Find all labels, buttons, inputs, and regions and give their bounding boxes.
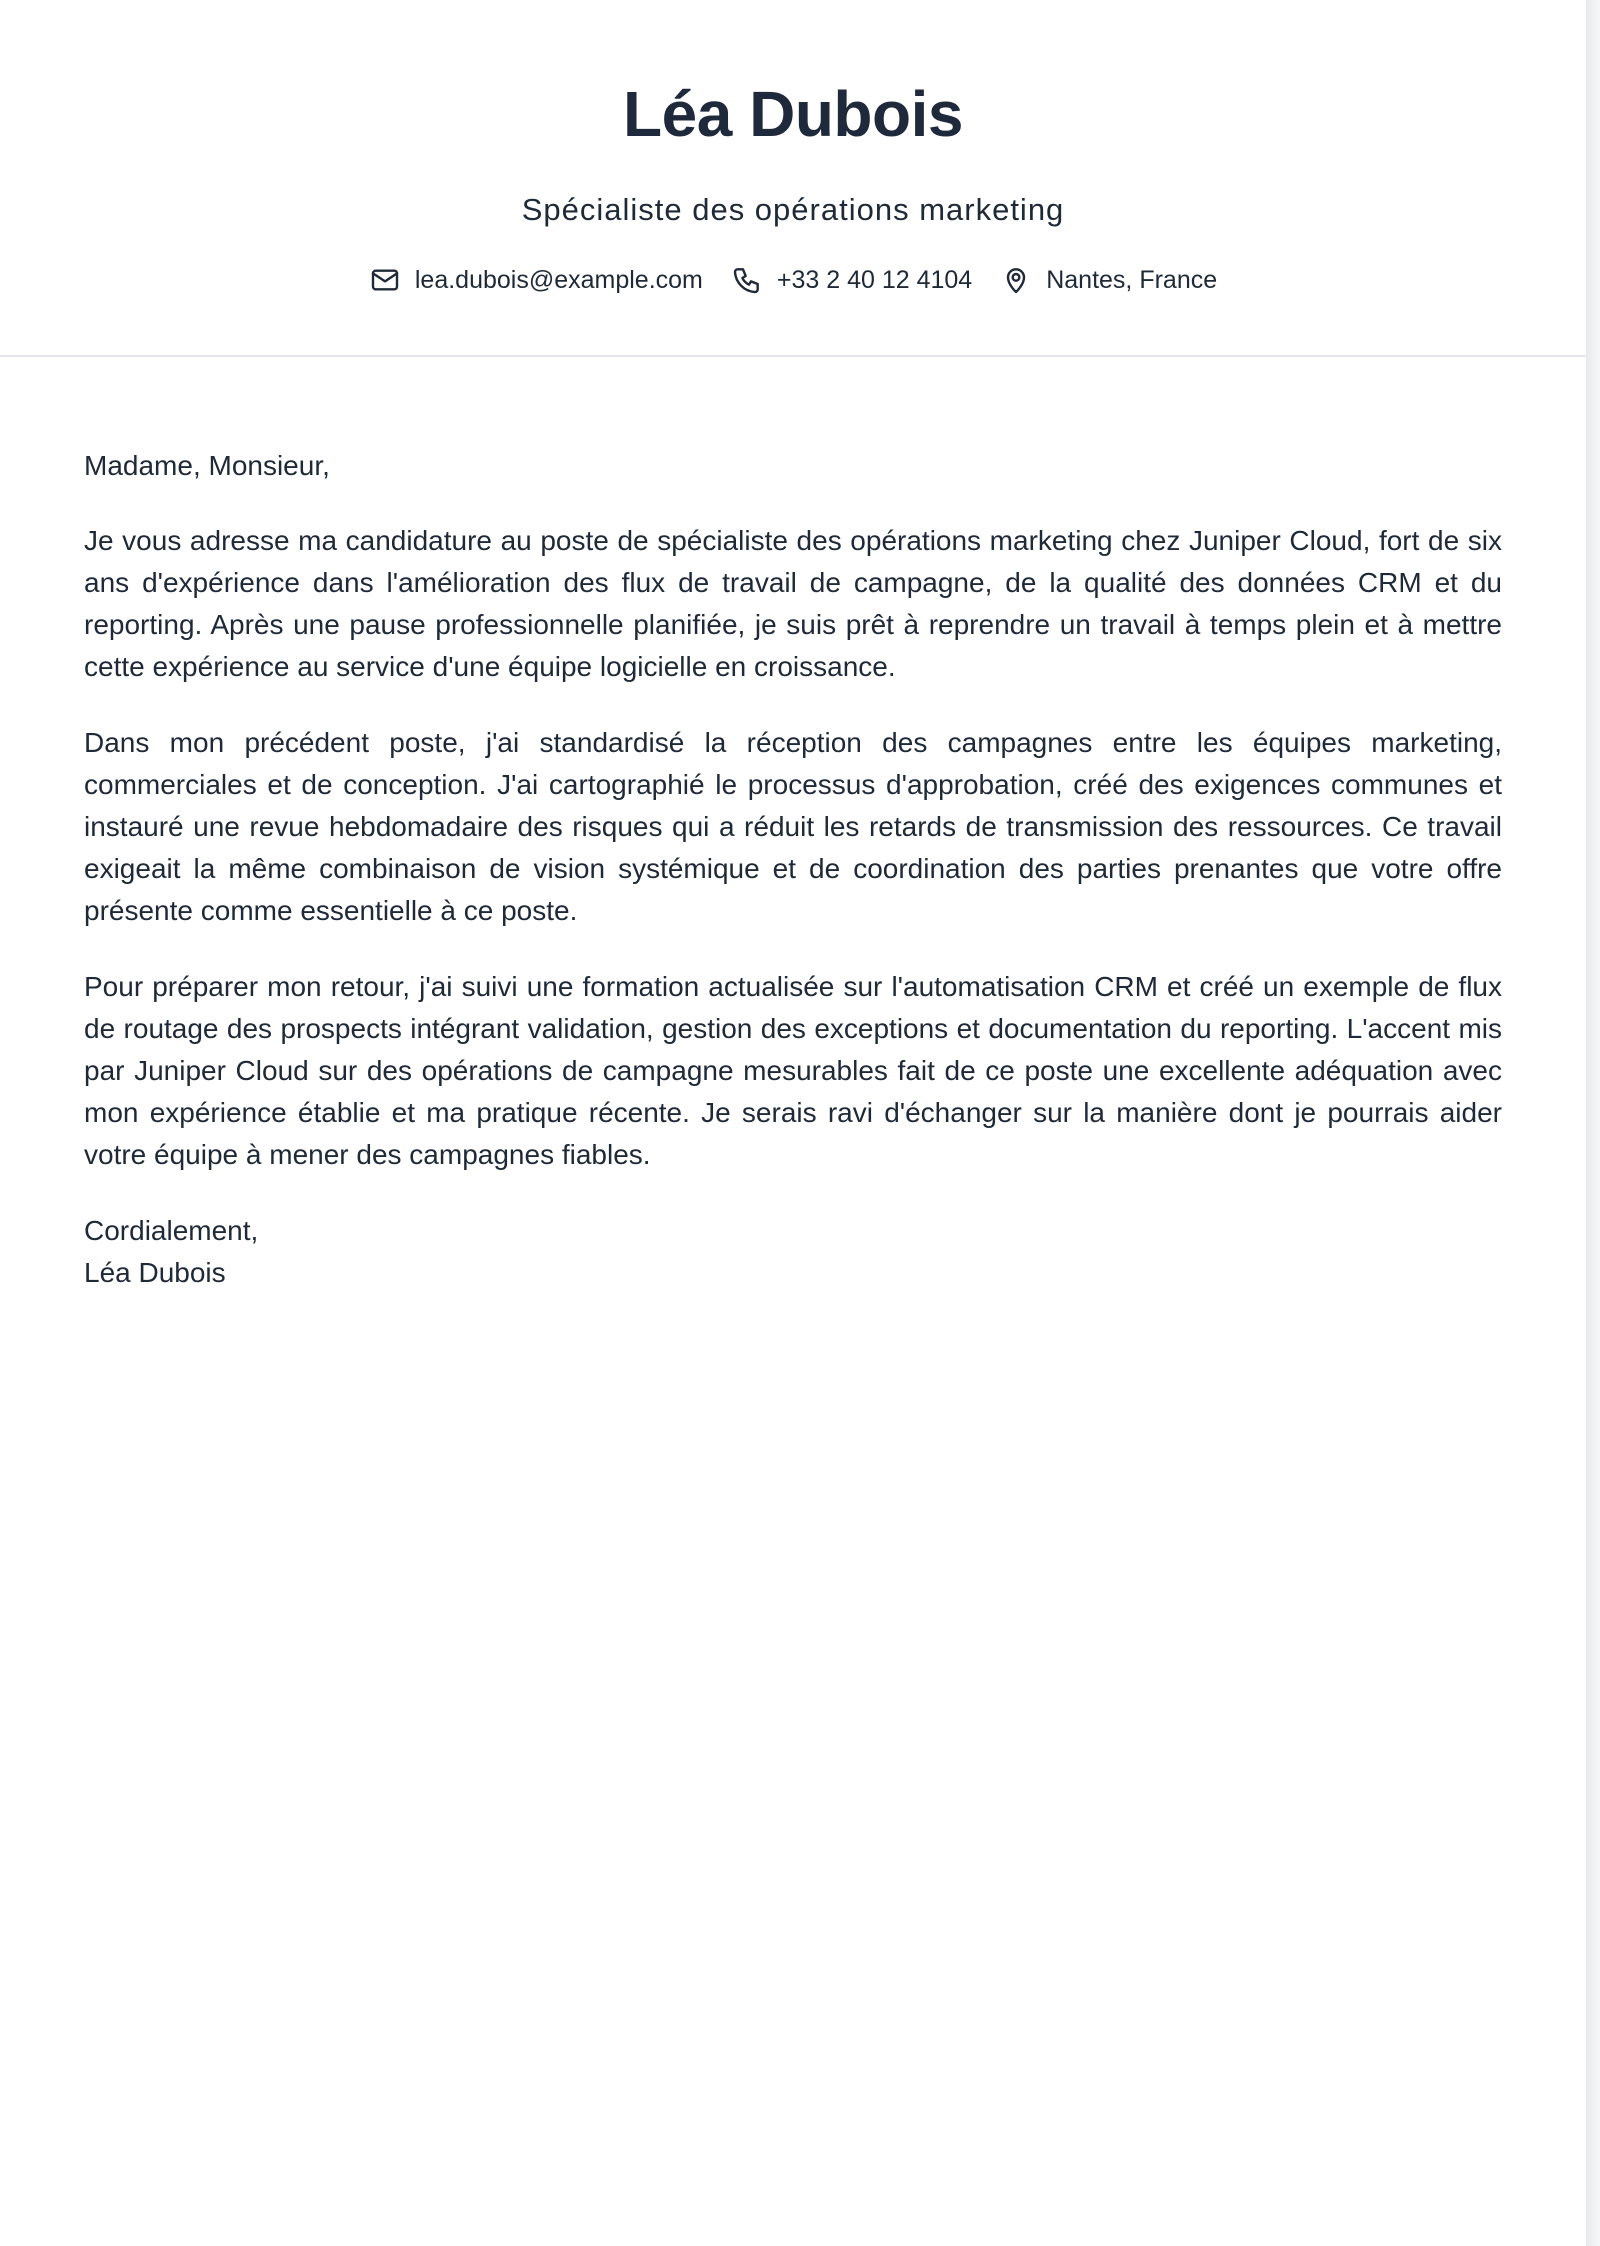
contact-email-text: lea.dubois@example.com: [414, 266, 703, 294]
contact-phone-text: +33 2 40 12 4104: [776, 266, 973, 294]
applicant-name: Léa Dubois: [623, 78, 963, 150]
contact-email[interactable]: [369, 262, 703, 298]
page-edge-shadow: [1586, 0, 1600, 2246]
body-paragraph: Pour préparer mon retour, j'ai suivi une formation actualisée sur l'automatisation CRM et créé un exemple de flux de routage des prospects intégrant validation, gestion des exceptions et documentation du reporting. L'accent mis par Juniper Cloud sur des opérations de campagne mesurables fait de ce poste une excellente adéquation avec mon expérience établie et ma pratique récente. Je serais ravi d'échanger sur la manière dont je pourrais aider votre équipe à mener des campagnes fiables.: [84, 971, 1502, 1170]
letter-header: [0, 0, 1586, 357]
contact-location: [1000, 262, 1217, 298]
contact-location-text: Nantes, France: [1046, 266, 1218, 294]
mail-icon: [369, 264, 401, 296]
signature: Léa Dubois: [84, 1257, 226, 1288]
phone-icon: [731, 264, 763, 296]
closing-block: [84, 1210, 1502, 1294]
body-paragraph: Dans mon précédent poste, j'ai standardisé la réception des campagnes entre les équipes marketing, commerciales et de conception. J'ai cartographié le processus d'approbation, créé des exigences communes et instauré une revue hebdomadaire des risques qui a réduit les retards de transmission des ressources. Ce travail exigeait la même combinaison de vision systémique et de coordination des parties prenantes que votre offre présente comme essentielle à ce poste.: [84, 727, 1502, 926]
body-paragraph: Je vous adresse ma candidature au poste de spécialiste des opérations marketing chez Juniper Cloud, fort de six ans d'expérience dans l'amélioration des flux de travail de campagne, de la qualité des données CRM et du reporting. Après une pause professionnelle planifiée, je suis prêt à reprendre un travail à temps plein et à mettre cette expérience au service d'une équipe logicielle en croissance.: [84, 525, 1502, 682]
map-pin-icon: [1000, 264, 1032, 296]
closing: Cordialement,: [84, 1215, 259, 1246]
letter-body: [84, 445, 1502, 1294]
contact-phone[interactable]: [731, 262, 972, 298]
applicant-role: Spécialiste des opérations marketing: [521, 192, 1065, 227]
salutation: Madame, Monsieur,: [84, 450, 330, 481]
contact-bar: [0, 262, 1586, 298]
